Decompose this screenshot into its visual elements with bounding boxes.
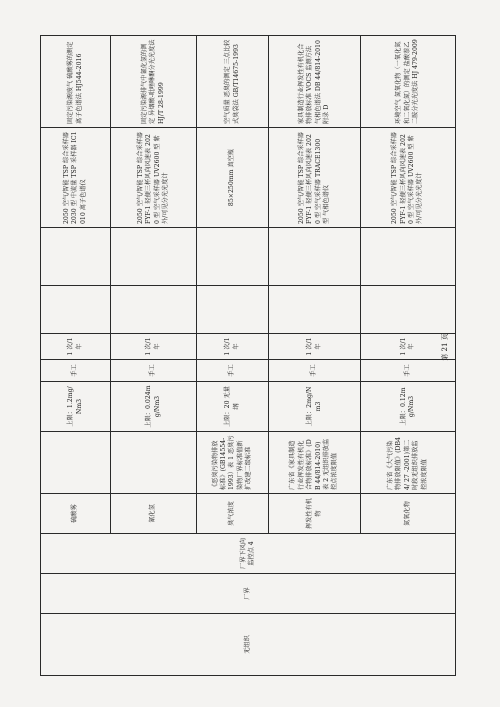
empty-cell bbox=[111, 286, 197, 334]
limit-cell: 上限：0.024mg/Nm3 bbox=[111, 382, 197, 432]
standard-cell: 广东省《家具制造行业挥发性有机化合物排放标准》(DB 44/814-2010) 表 2 无组织排放监控点浓度限值 bbox=[269, 432, 361, 494]
limit-cell: 上限：2mg/Nm3 bbox=[269, 382, 361, 432]
equipment-cell: 85×250mm 真空瓶 bbox=[197, 128, 269, 228]
empty-cell bbox=[197, 286, 269, 334]
limit-cell: 上限：1.2mg/Nm3 bbox=[41, 382, 111, 432]
method-cell: 手工 bbox=[269, 360, 361, 382]
equipment-cell: 2050 空气/智能 TSP 综合采样器 FYF-1 轻便三杯风向风速表 2020 型 空气采样器 UV2600 型 紫外/可见分光光度计 bbox=[111, 128, 197, 228]
analysis-cell: 家具制造行业挥发性有机化合物排放标准 VOCS 监测方法 气相色谱法 DB 44/814-2010 附录 D bbox=[269, 36, 361, 128]
empty-cell bbox=[41, 228, 111, 286]
equipment-cell: 2050 空气/智能 TSP 综合采样器 2030 型 中流量 TSP 采样器 IC1010 离子色谱仪 bbox=[41, 128, 111, 228]
method-cell: 手工 bbox=[41, 360, 111, 382]
limit-cell: 上限：0.12mg/Nm3 bbox=[361, 382, 456, 432]
standard-cell: 广东省《大气污染物排放限值》(DB44/ 27 -2001)第二时段无组织排放监控浓度限值 bbox=[361, 432, 456, 494]
freq-cell: 1 次/1 年 bbox=[197, 334, 269, 360]
analysis-cell: 固定污染源排气中氰化氢的测定 异烟酸-吡唑啉酮分光光度法 HJ/T 28-1999 bbox=[111, 36, 197, 128]
pollutant-cell: 硫酸雾 bbox=[41, 494, 111, 534]
freq-cell: 1 次/1 年 bbox=[111, 334, 197, 360]
empty-cell bbox=[41, 286, 111, 334]
category-cell: 无组织 bbox=[41, 614, 456, 676]
empty-cell bbox=[361, 286, 456, 334]
monitoring-table bbox=[40, 35, 456, 676]
empty-cell bbox=[269, 286, 361, 334]
empty-cell bbox=[197, 228, 269, 286]
method-cell: 手工 bbox=[361, 360, 456, 382]
method-cell: 手工 bbox=[197, 360, 269, 382]
analysis-cell: 空气质量 恶臭的测定 三点比较式臭袋法 GB/T14675-1993 bbox=[197, 36, 269, 128]
standard-cell bbox=[41, 432, 111, 494]
freq-cell: 1 次/1 年 bbox=[269, 334, 361, 360]
standard-cell bbox=[111, 432, 197, 494]
equipment-cell: 2050 空气/智能 TSP 综合采样器 FYF-1 轻便三杯风向风速表 2020 型 空气采样器 UV2600 型 紫外/可见分光光度计 bbox=[361, 128, 456, 228]
standard-cell: 《恶臭污染物排放标准》(GB14554-1993）表 1 恶臭污染物厂界标准值新扩改建二级标准 bbox=[197, 432, 269, 494]
point-cell: 厂界下风向监控点 4 bbox=[41, 534, 456, 574]
pollutant-cell: 氮氧化物 bbox=[361, 494, 456, 534]
equipment-cell: 2050 空气/智能 TSP 综合采样器 FYF-1 轻便三杯风向风速表 2020 型 空气采样器 TRACE1300 型 气相色谱仪 bbox=[269, 128, 361, 228]
pollutant-cell: 氰化氢 bbox=[111, 494, 197, 534]
rotated-table-region bbox=[40, 36, 455, 676]
empty-cell bbox=[111, 228, 197, 286]
method-cell: 手工 bbox=[111, 360, 197, 382]
page-number: 第 21 页 bbox=[441, 333, 449, 361]
pollutant-cell: 挥发性有机物 bbox=[269, 494, 361, 534]
empty-cell bbox=[269, 228, 361, 286]
area-cell: 厂界 bbox=[41, 574, 456, 614]
empty-cell bbox=[361, 228, 456, 286]
freq-cell: 1 次/1 年 bbox=[41, 334, 111, 360]
analysis-cell: 固定污染源废气 硫酸雾的测定 离子色谱法 HJ544-2016 bbox=[41, 36, 111, 128]
limit-cell: 上限：20 无量纲 bbox=[197, 382, 269, 432]
freq-cell: 1 次/1 年 bbox=[361, 334, 456, 360]
analysis-cell: 环境空气 氮氧化物（一氧化氮和二氧化氮）的测定 盐酸萘乙二胺分光光度法 HJ 479-2009 bbox=[361, 36, 456, 128]
table-row bbox=[41, 36, 111, 676]
pollutant-cell: 臭气浓度 bbox=[197, 494, 269, 534]
